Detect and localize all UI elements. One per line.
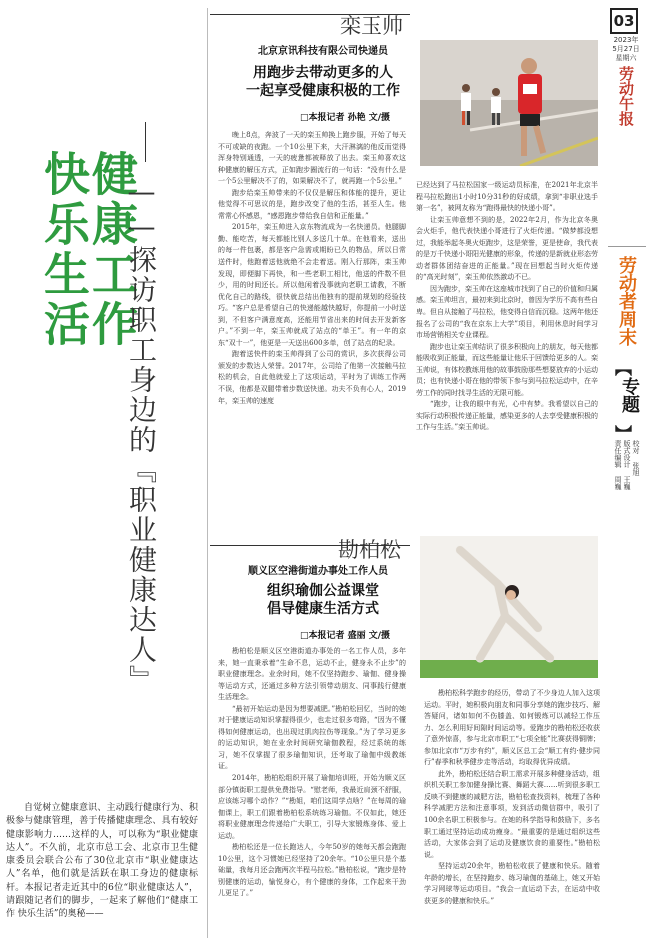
person1-col2-para3: 因为跑步，栾玉帅在这座城市找到了自己的价值和归属感。栾玉帅坦言，最初来到北京时，曾因为学历不高有些自卑。但自从接触了马拉松，他变得自信而沉稳。这两年他还报名了公司的“我在京东上大学”项目，利用休息时间学习市场营销相关专业课程。 bbox=[416, 284, 598, 340]
main-title-line1: 健康工作 bbox=[85, 150, 139, 350]
issue-date bbox=[606, 36, 646, 63]
person1-col2-para1: 已经达到了马拉松国家一级运动员标准，在2021年北京半程马拉松跑出1小时10分31秒的好成绩，拿到“非职业选手第一名”，被网友称为“跑得最快的快递小哥”。 bbox=[416, 181, 598, 213]
person2-column2 bbox=[424, 688, 600, 907]
person1-photo bbox=[420, 40, 598, 166]
weekly-label: 劳动者周末 bbox=[616, 256, 637, 346]
person2-name: 勘柏松 bbox=[338, 538, 401, 562]
credit-designer: 版式设计 王巍 bbox=[623, 440, 631, 490]
intro-paragraph bbox=[6, 802, 198, 922]
subtitle: ——探访职工身边的『职业健康达人』 bbox=[125, 175, 158, 695]
person2-col2-para2: 此外，勘柏松还结合职工需求开展多种健身活动，组织机关职工参加健身操比赛、舞蹈大赛……听到很多职工反映不到健康的减肥方法，勘柏松查找资料，梳理了各种科学减肥方法和注意事项，发到活动微信群中，吸引了100余名职工积极参与。在她的科学指导和鼓励下，多名职工通过坚持运动成功瘦身。“最重要的是通过组织这些活动，大家体会到了运动及健康饮食的重要性。”勘柏松说。 bbox=[424, 769, 600, 859]
person1-column1 bbox=[218, 130, 406, 407]
person1-headline-line1: 用跑步去带动更多的人 bbox=[253, 65, 393, 81]
person1-col1-para4: 跑着送快件的栾玉帅得到了公司的赏识，多次获得公司颁发的步数达人荣誉。2017年，公司给了他第一次接触马拉松的机会，自此他就爱上了这项运动，平时为了训练工作两不误，他都是双腿带着步数送快递。功夫不负有心人，2019年，栾玉帅的速度 bbox=[218, 350, 406, 405]
newspaper-logo: 劳动午报 bbox=[617, 66, 635, 126]
person1-headline-line2: 一起享受健康积极的工作 bbox=[246, 83, 400, 99]
person2-col2-para1: 勘柏松科学跑步的经历，带动了不少身边人加入这项运动。平时，她积极向朋友和同事分享她的跑步技巧、解答疑问，诸如如何不伤膝盖、如何锻炼可以减轻工作压力、怎么利用好间隙时间运动等。爱跑步的勘柏松还收获了意外惊喜，参与北京市职工“七项全能”比赛获得铜牌；参加北京市“万步有约”，顺义区总工会“顺工有约·健步同行”春季和秋季健步走等活动，均取得优异成绩。 bbox=[424, 689, 600, 767]
page-number: 03 bbox=[610, 8, 638, 34]
person2-col1-para2: “最初开始运动是因为想要减肥。”勘柏松回忆，当时的她对于健康运动知识掌握得很少，也走过很多弯路，“因为不懂得如何健康运动，也出现过肌肉拉伤等现象。”为了学习更多的运动知识，她在业余时间研究瑜伽教程，经过系统的练习，她不仅掌握了很多瑜伽知识，还考取了瑜伽中级教练证。 bbox=[218, 704, 406, 771]
person1-column2 bbox=[416, 180, 598, 434]
person2-headline bbox=[228, 582, 418, 618]
person2-photo bbox=[420, 536, 598, 678]
person2-headline-line1: 组织瑜伽公益课堂 bbox=[267, 583, 379, 599]
person1-name: 栾玉帅 bbox=[340, 14, 403, 38]
person1-col2-para4: 跑步也让栾玉帅结识了很多积极向上的朋友，每天他都能吸收到正能量，而这些能量让他乐于回馈给更多的人。栾玉帅说，有体校教练用他的故事鼓励那些想要放弃的小运动员；也有快递小哥在他的带领下参与到马拉松运动中，在辛劳工作的同时找寻生活的无限可能。 bbox=[416, 342, 598, 397]
intro-text: 自觉树立健康意识、主动践行健康行为、积极参与健康管理，善于传播健康理念、具有较好健康影响力……这样的人，可以称为“职业健康达人”。不久前，北京市总工会、北京市卫生健康委员会联合公布了30位北京市“职业健康达人”名单，他们就是活跃在职工身边的健康标杆。本报记者走近其中的6位“职业健康达人”，请跟随记者们的脚步，一起来了解他们“健康工作 快乐生活”的奥秘—— bbox=[6, 803, 198, 920]
person1-headline bbox=[228, 64, 418, 100]
person1-col1-para1: 晚上8点，奔波了一天的栾玉帅换上跑步服，开始了每天不可或缺的夜跑。一个10公里下来，大汗淋漓的他反而觉得浑身特别通透，一天的疲惫都被释放了出去。栾玉帅喜欢这种健康的解压方式，正如跑步圈流行的一句话：“没有什么是一个5公里解决不了的，如果解决不了，就再跑一个5公里。” bbox=[218, 131, 406, 186]
person1-col2-para2: 让栾玉帅意想不到的是，2022年2月，作为北京冬奥会火炬手，他代表快递小哥进行了火炬传递。“做梦都没想过，我能举起冬奥火炬跑步，这是荣誉，更是使命，我代表的是万千快递小哥阳光健康的形象，传递的是新就业形态劳动者群体团结奋进的正能量。”现在回想起当时火炬传递的“高光时刻”，栾玉帅依然激动不已。 bbox=[416, 215, 598, 282]
topic-label: 专题 bbox=[619, 377, 640, 413]
person1-col1-para2: 跑步给栾玉帅带来的不仅仅是解压和体能的提升，更让他觉得不可思议的是，跑步改变了他的生活，甚至人生。他常常心怀感恩，“感恩跑步带给我自信和正能量。” bbox=[218, 188, 406, 220]
person2-col1-para3: 2014年，勘柏松组织开展了瑜伽培训班，开始为顺义区部分镇街职工提供免费指导。“慰老师，我最近肩颈不舒服，应该练习哪个动作？”“勘姐，咱们这周学点啥？”在每周的瑜伽课上，职工们跟着勘柏松系统练习瑜伽。不仅如此，她还将职业健康理念传递给广大职工，引导大家锻炼身体、爱上运动。 bbox=[218, 774, 406, 840]
date-day: 5月27日 bbox=[612, 45, 640, 53]
person1-col1-para3: 2015年，栾玉帅进入京东物流成为一名快递员。他腿脚勤、能吃苦，每天都能比别人多送几十单。在他看来，送出的每一件包裹，都是客户急需或期盼已久的物品，所以日常送件时，他跑着送他就绝不会走着送。刚入行那阵，栾玉帅发现，即便脚下再快，和一些老职工相比，他送的件数不但少，用的时间还长。所以他闲着没事就向老职工请教，不断优化自己的路线，很快就总结出他独有的提前规划的经验技巧。“客户总是希望自己的快递能越快越好，你提前一小时送到，不但客户满意度高，还能用节省出来的时间去开发新客户。”不到一年，栾玉帅就成了站点的“单王”。有一年的京东“双十一”，他更是一天送出600多单，创了站点的纪录。 bbox=[218, 223, 406, 347]
column-separator bbox=[207, 8, 208, 938]
person1-col2-para5: “跑步，让我的眼中有光，心中有梦。我希望以自己的实际行动积极传递正能量，感染更多的人去享受健康积极的工作与生活。”栾玉帅说。 bbox=[416, 400, 598, 432]
topic-bracket-bottom: ︼ bbox=[615, 425, 632, 445]
date-weekday: 星期六 bbox=[615, 54, 637, 62]
person2-reporter: □本报记者 盛丽 文/摄 bbox=[300, 631, 391, 641]
title-divider-line bbox=[145, 122, 146, 162]
person1-org: 北京京讯科技有限公司快递员 bbox=[258, 46, 388, 57]
rail-divider bbox=[608, 246, 646, 247]
person2-col1-para4: 勘柏松还是一位长跑达人，今年50岁的她每天都会跑跑10公里，这个习惯她已经坚持了20余年。“10公里只是个基础量，我每月还会跑两次半程马拉松。”勘柏松说，“跑步是特别健康的运动，愉悦身心，有个健康的身体，工作起来干劲儿更足了。” bbox=[218, 843, 406, 898]
main-title bbox=[37, 150, 139, 350]
person2-col2-para3: 坚持运动20余年，勘柏松收获了健康和快乐。随着年龄的增长，在坚持跑步、练习瑜伽的基础上，她又开始学习网球等运动项目。“我会一直运动下去，在运动中收获更多的健康和快乐。” bbox=[424, 862, 600, 905]
person2-org: 顺义区空港街道办事处工作人员 bbox=[248, 566, 388, 577]
topic-bracket-top: ︻ bbox=[615, 359, 632, 379]
credit-editor: 责任编辑 周巍 bbox=[614, 440, 622, 490]
person2-column1 bbox=[218, 646, 406, 900]
person2-col1-para1: 勘柏松是顺义区空港街道办事处的一名工作人员，多年来，她一直秉承着“生命不息，运动不止，健身永不止步”的职业健康理念。业余时间，她不仅坚持跑步、瑜伽、健身操等运动方式，还通过多种方法引领带动朋友、同事践行健康生活理念。 bbox=[218, 647, 406, 702]
credit-proofreader: 校对 张旭 bbox=[632, 440, 640, 476]
date-year: 2023年 bbox=[613, 36, 639, 44]
person1-reporter: □本报记者 孙艳 文/摄 bbox=[300, 113, 391, 123]
person2-headline-line2: 倡导健康生活方式 bbox=[267, 601, 379, 617]
main-title-line2: 快乐生活 bbox=[37, 150, 91, 350]
